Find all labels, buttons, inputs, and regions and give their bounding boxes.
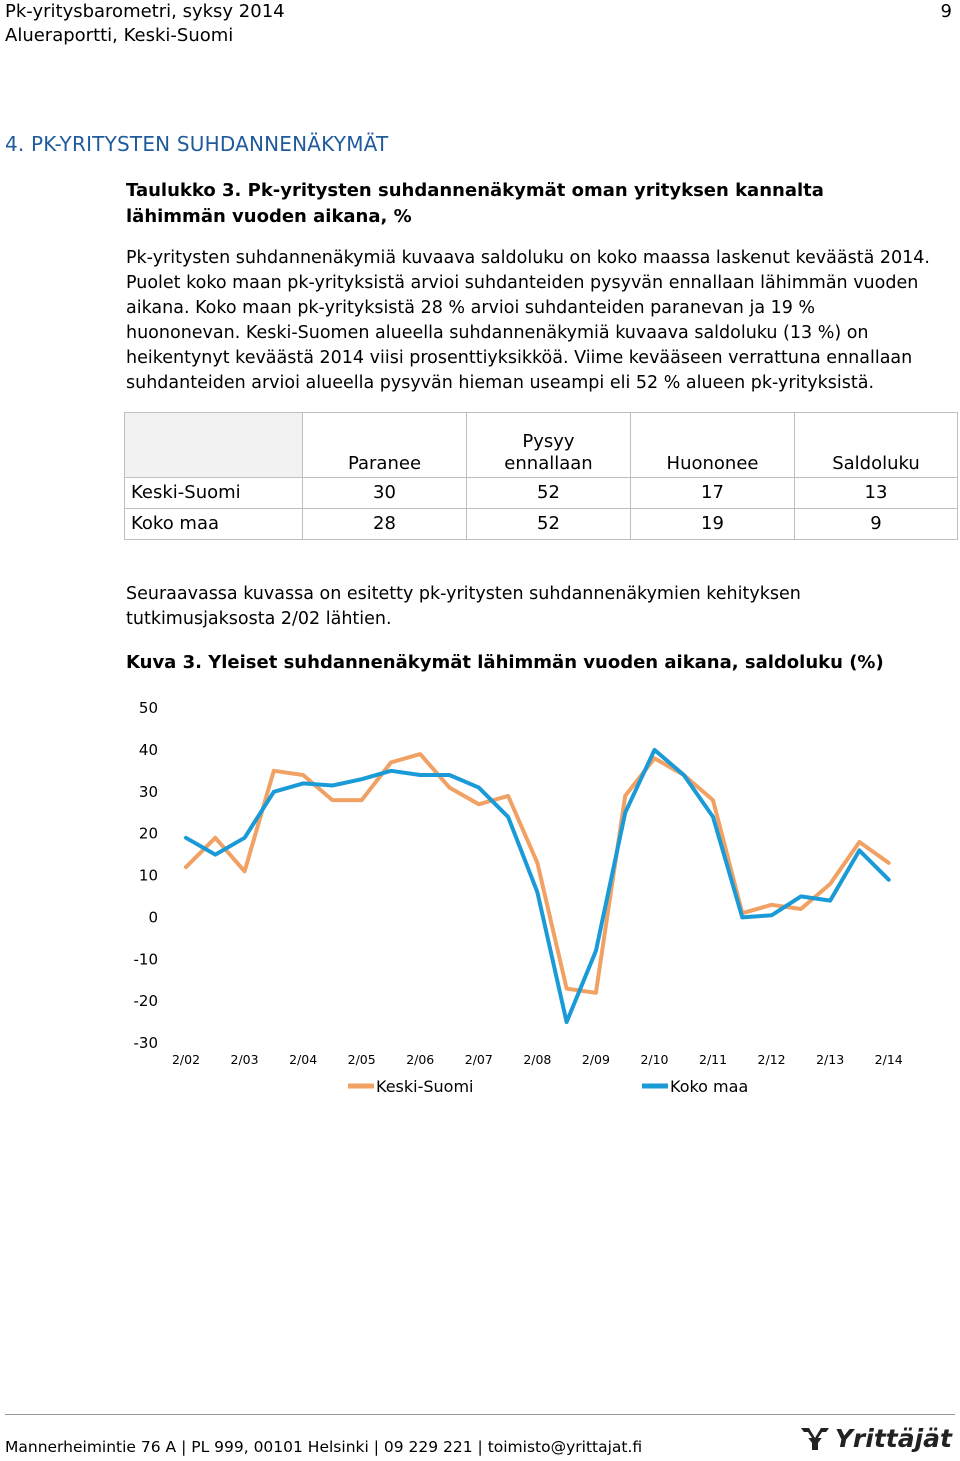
y-tick-label: 0 xyxy=(148,908,158,927)
chart-series xyxy=(186,750,889,1022)
header-pysyy xyxy=(467,413,631,478)
saldoluku-line-chart xyxy=(120,690,930,1105)
header-huononee: Huononee xyxy=(631,413,795,478)
x-tick-label: 2/03 xyxy=(230,1052,259,1067)
yrittajat-logo xyxy=(799,1424,952,1453)
chart-legend xyxy=(348,1077,748,1096)
y-tick-label: -30 xyxy=(133,1034,158,1052)
figure-caption: Kuva 3. Yleiset suhdannenäkymät lähimmän vuoden aikana, saldoluku (%) xyxy=(126,652,884,673)
series-line-keski-suomi xyxy=(186,754,889,993)
x-tick-label: 2/05 xyxy=(347,1052,376,1067)
footer-divider xyxy=(5,1414,955,1415)
paragraph-1: Pk-yritysten suhdannenäkymiä kuvaava saldoluku on koko maassa laskenut keväästä 2014. Puolet koko maan pk-yrityksistä arvioi suhdanteiden pysyvän ennallaan lähimmän vuoden aikana. Koko maan pk-yrityksistä 28 % arvioi suhdanteiden paranevan ja 19 % huononevan. Keski-Suomen alueella suhdannenäkymiä kuvaava saldoluku (13 %) on heikentynyt keväästä 2014 viisi prosenttiyksikköä. Viime kevääseen verrattuna ennallaan suhdanteiden arvioi alueella pysyvän hieman useampi eli 52 % alueen pk-yrityksistä. xyxy=(126,248,930,393)
cell-value: 9 xyxy=(795,509,958,540)
cell-value: 17 xyxy=(631,478,795,509)
header-saldoluku: Saldoluku xyxy=(795,413,958,478)
logo-mark-icon xyxy=(799,1426,831,1452)
cell-value: 52 xyxy=(467,509,631,540)
header-pysyy-text: Pysyy ennallaan xyxy=(504,431,593,474)
y-tick-label: 20 xyxy=(138,824,158,843)
cell-value: 28 xyxy=(303,509,467,540)
row-label: Koko maa xyxy=(125,509,303,540)
cell-value: 19 xyxy=(631,509,795,540)
footer-address: Mannerheimintie 76 A | PL 999, 00101 Helsinki | 09 229 221 | toimisto@yrittajat.fi xyxy=(5,1438,643,1456)
legend-label: Keski-Suomi xyxy=(376,1077,474,1096)
header-paranee: Paranee xyxy=(303,413,467,478)
x-tick-label: 2/06 xyxy=(406,1052,435,1067)
y-axis xyxy=(134,699,159,1052)
x-axis xyxy=(172,1052,903,1067)
x-tick-label: 2/09 xyxy=(581,1052,610,1067)
page-number: 9 xyxy=(940,1,952,22)
running-header xyxy=(5,0,285,48)
x-tick-label: 2/13 xyxy=(816,1052,845,1067)
cell-value: 52 xyxy=(467,478,631,509)
row-label: Keski-Suomi xyxy=(125,478,303,509)
x-tick-label: 2/14 xyxy=(874,1052,903,1067)
x-tick-label: 2/08 xyxy=(523,1052,552,1067)
table-header-row xyxy=(125,413,958,478)
x-tick-label: 2/02 xyxy=(171,1052,201,1067)
y-tick-label: -10 xyxy=(133,950,158,969)
table-row xyxy=(125,478,958,509)
y-tick-label: 50 xyxy=(138,699,158,717)
section-title: 4. PK-YRITYSTEN SUHDANNENÄKYMÄT xyxy=(5,132,389,156)
y-tick-label: 10 xyxy=(138,866,158,885)
table-caption: Taulukko 3. Pk-yritysten suhdannenäkymät oman yrityksen kannalta lähimmän vuoden aikana, % xyxy=(126,180,824,227)
report-title: Pk-yritysbarometri, syksy 2014 xyxy=(5,1,285,22)
paragraph-2: Seuraavassa kuvassa on esitetty pk-yritysten suhdannenäkymien kehityksen tutkimusjaksosta 2/02 lähtien. xyxy=(126,584,801,629)
logo-text: Yrittäjät xyxy=(834,1424,952,1453)
x-tick-label: 2/12 xyxy=(757,1052,786,1067)
x-tick-label: 2/10 xyxy=(640,1052,669,1067)
legend-label: Koko maa xyxy=(670,1077,749,1096)
report-subtitle: Alueraportti, Keski-Suomi xyxy=(5,25,234,46)
series-line-koko-maa xyxy=(186,750,889,1022)
x-tick-label: 2/07 xyxy=(464,1052,493,1067)
x-tick-label: 2/11 xyxy=(699,1052,728,1067)
table-row xyxy=(125,509,958,540)
y-tick-label: -20 xyxy=(133,992,158,1011)
cell-value: 30 xyxy=(303,478,467,509)
table-corner-cell xyxy=(125,413,303,478)
results-table xyxy=(124,412,958,540)
y-tick-label: 30 xyxy=(138,782,158,801)
y-tick-label: 40 xyxy=(138,740,158,759)
x-tick-label: 2/04 xyxy=(289,1052,318,1067)
cell-value: 13 xyxy=(795,478,958,509)
